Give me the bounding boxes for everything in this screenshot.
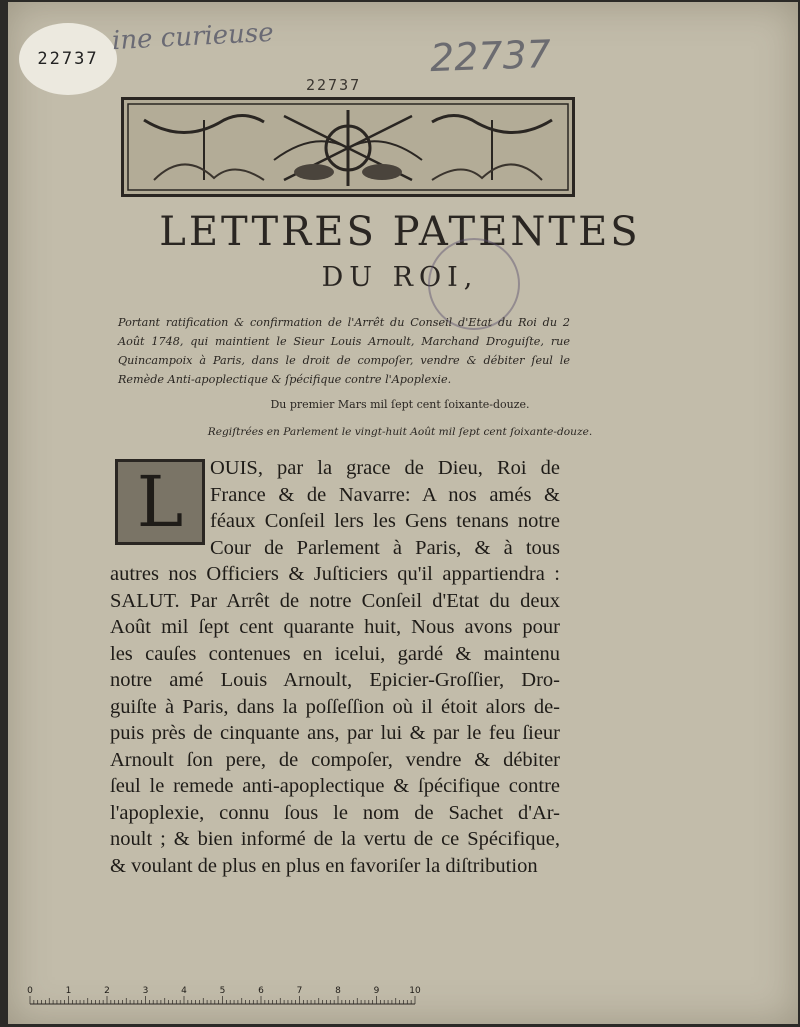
- document-title: LETTRES PATENTES: [159, 209, 641, 255]
- ruler-tick-label: 9: [373, 986, 380, 996]
- body-line: guiſte à Paris, dans la poſſeſſion où il étoit alors de-: [110, 695, 560, 718]
- ruler-tick-label: 5: [219, 986, 226, 996]
- body-line: les cauſes contenues en icelui, gardé & maintenu: [110, 642, 560, 665]
- handwritten-note: ine curieuse: [111, 17, 275, 57]
- body-line: autres nos Officiers & Juſticiers qu'il appartiendra :: [110, 563, 560, 585]
- body-line: ſeul le remede anti-apoplectique & ſpécifique contre: [110, 775, 560, 797]
- ruler-tick-label: 10: [409, 986, 421, 996]
- decorative-header-engraving: [121, 97, 575, 197]
- stamped-number: 22737: [306, 76, 362, 94]
- body-line: OUIS, par la grace de Dieu, Roi de: [210, 457, 560, 479]
- ruler-tick-label: 2: [104, 986, 110, 996]
- ruler-tick-label: 1: [65, 986, 72, 996]
- archive-label: [19, 23, 117, 95]
- body-line: & voulant de plus en plus en favoriſer la diſtribution: [110, 854, 538, 877]
- body-line: noult ; & bien informé de la vertu de ce Spécifique,: [110, 828, 560, 850]
- body-line: l'apoplexie, connu ſous le nom de Sachet d'Ar-: [110, 801, 560, 824]
- ruler-tick-label: 6: [258, 986, 264, 996]
- date-line: Du premier Mars mil ſept cent ſoixante-douze.: [270, 398, 530, 411]
- body-line: puis près de cinquante ans, par lui & par le feu ſieur: [110, 722, 560, 744]
- body-text: [110, 455, 560, 879]
- measurement-ruler: [22, 984, 421, 1010]
- body-line: notre amé Louis Arnoult, Epicier-Groſſier, Dro-: [110, 669, 560, 691]
- registration-line: Regiſtrées en Parlement le vingt-huit Août mil ſept cent ſoixante-douze.: [207, 426, 593, 438]
- ruler-tick-label: 4: [181, 986, 187, 996]
- archive-label-number: 22737: [37, 49, 99, 69]
- body-line: féaux Conſeil lers les Gens tenans notre: [210, 510, 560, 532]
- body-line: SALUT. Par Arrêt de notre Conſeil d'Etat du deux: [110, 589, 560, 612]
- body-line: France & de Navarre: A nos amés &: [210, 483, 560, 506]
- ruler-tick-label: 8: [335, 986, 341, 996]
- ruler-tick-label: 3: [142, 986, 149, 996]
- engraving-image: [124, 100, 572, 194]
- ruler-tick-label: 7: [296, 986, 303, 996]
- drop-cap: L: [115, 459, 205, 545]
- document-subtitle: DU ROI,: [321, 262, 479, 293]
- body-line: Cour de Parlement à Paris, & à tous: [210, 536, 560, 559]
- document-summary: Portant ratification & confirmation de l'Arrêt du Conseil d'Etat du Roi du 2 Août 1748, qui maintient le Sieur Louis Arnoult, Marchand Droguiſte, rue Quincampoix à Paris, dans le droit de compoſer, vendre & débiter ſeul le Remède Anti-apoplectique & ſpécifique contre l'Apoplexie.: [118, 316, 570, 386]
- body-line: Août mil ſept cent quarante huit, Nous avons pour: [110, 616, 560, 638]
- handwritten-number: 22737: [429, 31, 552, 81]
- body-line: Arnoult ſon pere, de compoſer, vendre & débiter: [110, 748, 560, 771]
- ruler-tick-label: 0: [27, 986, 33, 996]
